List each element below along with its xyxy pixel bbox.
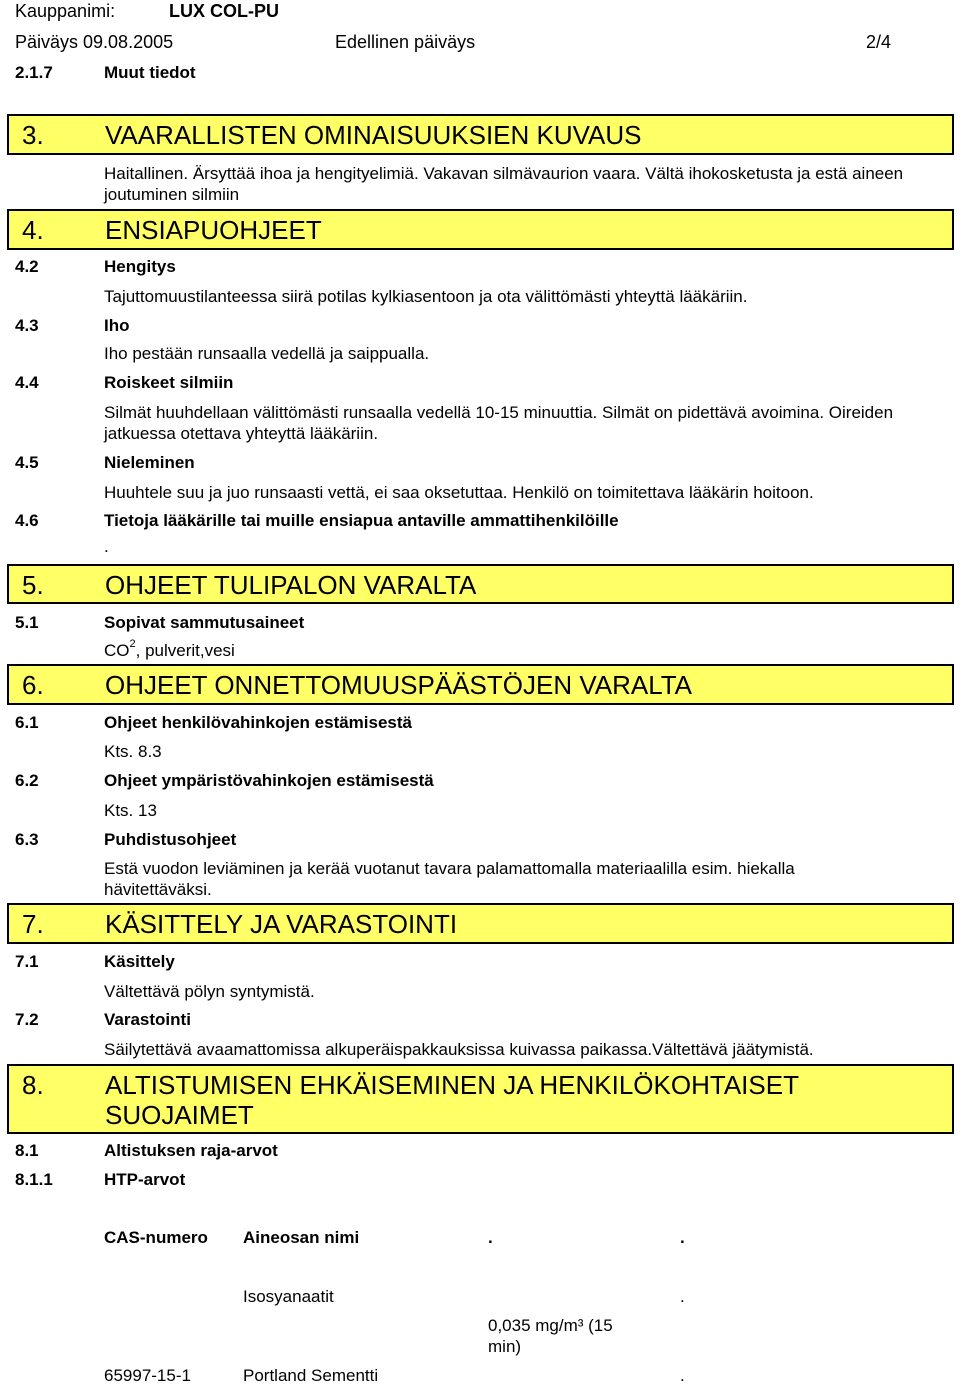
document-date: Päiväys 09.08.2005 [15,32,174,52]
section-3-title: VAARALLISTEN OMINAISUUKSIEN KUVAUS [105,120,642,150]
table-header-name: Aineosan nimi [243,1228,360,1247]
section-6-3-title: Puhdistusohjeet [104,830,237,849]
section-7-1-title: Käsittely [104,952,175,971]
section-3-text: Haitallinen. Ärsyttää ihoa ja hengityelimiä. Vakavan silmävaurion vaara. Vältä ihokosketusta ja estä aineen joutuminen silmiin [104,164,904,204]
section-4-6-text: . [104,537,109,556]
page-number: 2/4 [866,32,892,52]
extinguishing-media-rest: , pulverit,vesi [135,641,235,660]
section-2-1-7-number: 2.1.7 [15,63,53,82]
section-8-1-1-number: 8.1.1 [15,1170,53,1189]
section-6-heading-band [7,664,954,705]
section-4-6-number: 4.6 [15,511,39,530]
section-4-4-text: Silmät huuhdellaan välittömästi runsaalla vedellä 10-15 minuuttia. Silmät on pidettävä avoimina. Oireiden jatkuessa otettava yhteyttä lääkäriin. [104,403,894,443]
section-8-1-1-title: HTP-arvot [104,1170,186,1189]
table-row-2-value: 0,035 mg/m³ (15 min) [488,1316,613,1356]
section-6-2-title: Ohjeet ympäristövahinkojen estämisestä [104,771,434,790]
section-4-3-text: Iho pestään runsaalla vedellä ja saippualla. [104,344,430,363]
section-4-5-text: Huuhtele suu ja juo runsaasti vettä, ei saa oksetuttaa. Henkilö on toimitettava lääkärin hoitoon. [104,483,814,502]
section-6-1-title: Ohjeet henkilövahinkojen estämisestä [104,713,413,732]
section-6-2-text: Kts. 13 [104,801,157,820]
section-6-number: 6. [22,670,44,700]
co2-main: CO [104,641,130,660]
section-7-number: 7. [22,909,44,939]
table-row-3-cas: 65997-15-1 [104,1366,191,1385]
table-row-3-col4: . [680,1366,685,1385]
section-6-title: OHJEET ONNETTOMUUSPÄÄSTÖJEN VARALTA [105,670,693,700]
section-7-1-number: 7.1 [15,952,39,971]
section-4-title: ENSIAPUOHJEET [105,215,322,245]
table-row-3-name: Portland Sementti [243,1366,379,1385]
section-4-4-title: Roiskeet silmiin [104,373,234,392]
co2-subscript: 2 [129,638,136,651]
section-7-2-title: Varastointi [104,1010,191,1029]
table-header-col3: . [488,1228,493,1247]
section-8-heading-band [7,1064,954,1134]
section-5-title: OHJEET TULIPALON VARALTA [105,570,477,600]
section-7-2-text: Säilytettävä avaamattomissa alkuperäispakkauksissa kuivassa paikassa.Vältettävä jäätymistä. [104,1040,814,1059]
section-8-1-number: 8.1 [15,1141,39,1160]
table-row-1-name: Isosyanaatit [243,1287,334,1306]
section-7-title: KÄSITTELY JA VARASTOINTI [105,909,458,939]
section-5-number: 5. [22,570,44,600]
section-3-number: 3. [22,120,44,150]
section-5-1-number: 5.1 [15,613,39,632]
section-7-2-number: 7.2 [15,1010,39,1029]
section-4-2-title: Hengitys [104,257,176,276]
previous-date-label: Edellinen päiväys [335,32,476,52]
table-header-cas: CAS-numero [104,1228,208,1247]
table-row-1-col4: . [680,1287,685,1306]
table-header-col4: . [680,1228,685,1247]
section-4-2-number: 4.2 [15,257,39,276]
section-8-number: 8. [22,1070,44,1100]
section-8-1-title: Altistuksen raja-arvot [104,1141,278,1160]
section-6-2-number: 6.2 [15,771,39,790]
section-4-5-title: Nieleminen [104,453,195,472]
section-8-title-line-2: SUOJAIMET [105,1100,254,1130]
section-6-3-number: 6.3 [15,830,39,849]
section-5-heading-band [7,564,954,604]
section-8-title-line-1: ALTISTUMISEN EHKÄISEMINEN JA HENKILÖKOHTAISET [105,1070,799,1100]
section-4-3-title: Iho [104,316,130,335]
section-2-1-7-title: Muut tiedot [104,63,196,82]
section-6-3-text: Estä vuodon leviäminen ja kerää vuotanut tavara palamattomalla materiaalilla esim. hiekalla hävitettäväksi. [104,859,795,899]
section-5-1-title: Sopivat sammutusaineet [104,613,305,632]
section-4-2-text: Tajuttomuustilanteessa siirä potilas kylkiasentoon ja ota välittömästi yhteyttä lääkäriin. [104,287,748,306]
section-4-5-number: 4.5 [15,453,39,472]
trade-name: LUX COL-PU [169,1,279,21]
extinguishing-media-text [104,640,235,661]
section-4-heading-band [7,209,954,250]
section-3-heading-band [7,114,954,155]
section-4-number: 4. [22,215,44,245]
section-4-3-number: 4.3 [15,316,39,335]
section-7-heading-band [7,903,954,944]
trade-name-label: Kauppanimi: [15,1,116,21]
section-7-1-text: Vältettävä pölyn syntymistä. [104,982,315,1001]
section-4-4-number: 4.4 [15,373,39,392]
section-6-1-text: Kts. 8.3 [104,742,162,761]
section-4-6-title: Tietoja lääkärille tai muille ensiapua antaville ammattihenkilöille [104,511,619,530]
section-6-1-number: 6.1 [15,713,39,732]
